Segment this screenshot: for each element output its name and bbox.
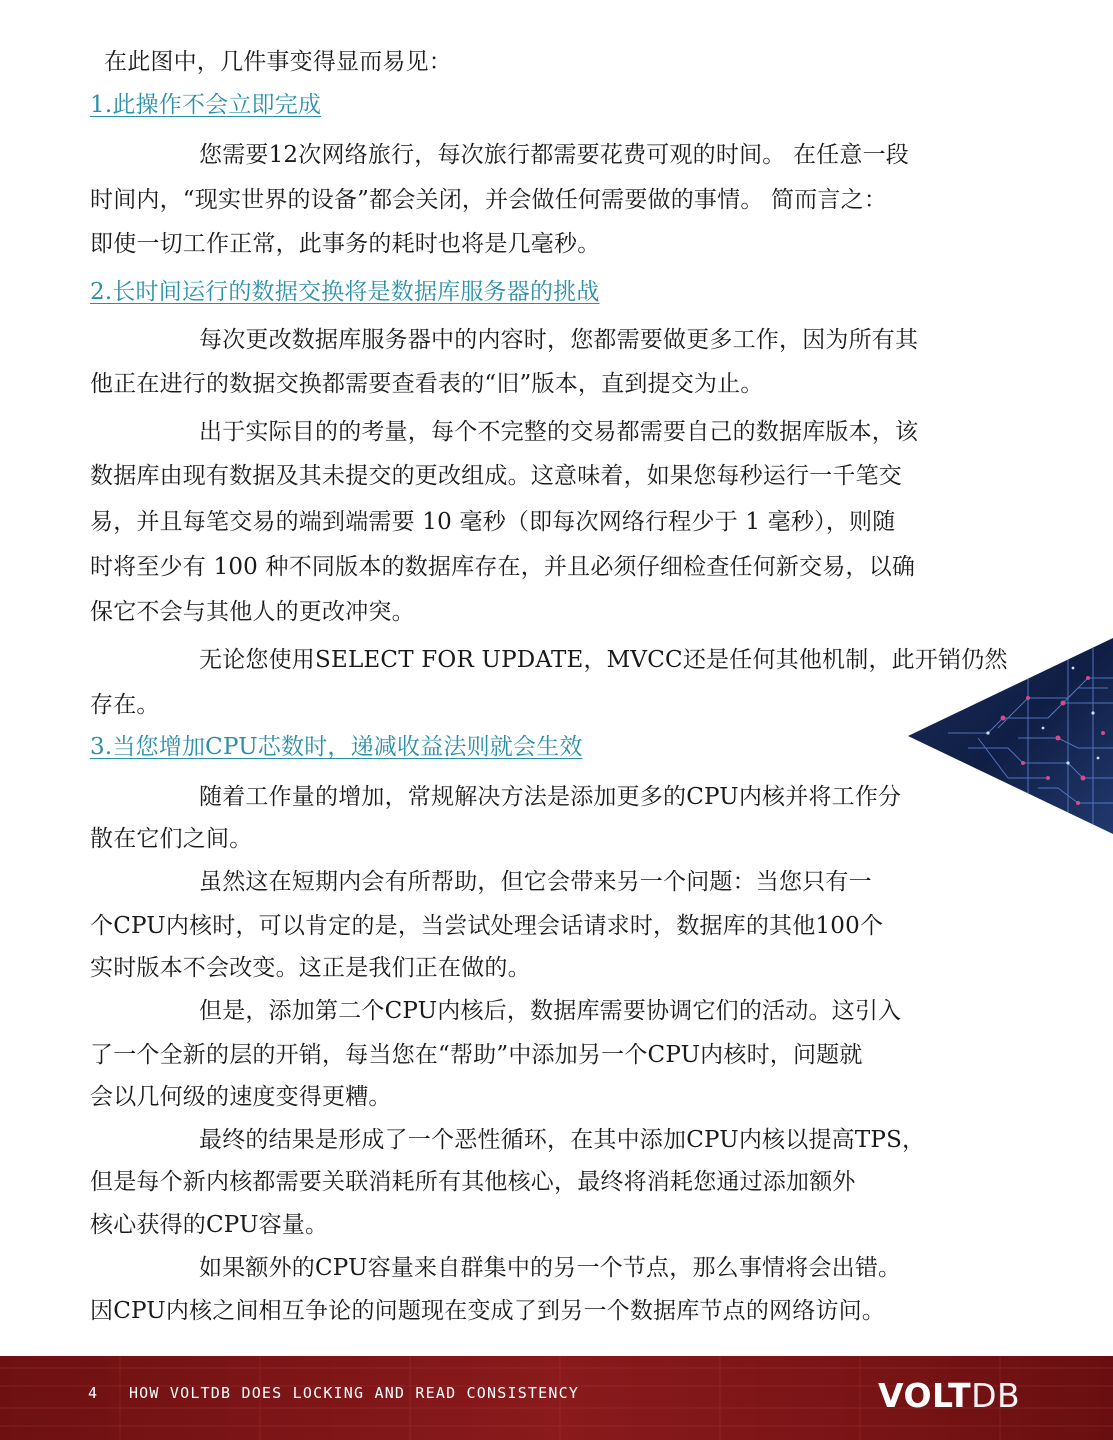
paragraph-line: 您需要12次网络旅行，每次旅行都需要花费可观的时间。 在任意一段	[199, 142, 909, 168]
logo-volt: VOLT	[878, 1376, 972, 1415]
paragraph-line: 随着工作量的增加，常规解决方法是添加更多的CPU内核并将工作分	[199, 784, 902, 810]
voltdb-logo	[878, 1376, 1020, 1416]
page-number: 4	[88, 1384, 99, 1402]
paragraph-line: 时将至少有 100 种不同版本的数据库存在，并且必须仔细检查任何新交易，以确	[90, 554, 916, 580]
paragraph-line: 最终的结果是形成了一个恶性循环，在其中添加CPU内核以提高TPS，	[199, 1127, 926, 1153]
paragraph-line: 数据库由现有数据及其未提交的更改组成。这意味着，如果您每秒运行一千笔交	[90, 463, 902, 489]
paragraph-line: 即使一切工作正常，此事务的耗时也将是几毫秒。	[90, 231, 601, 257]
paragraph-line: 易，并且每笔交易的端到端需要 10 毫秒（即每次网络行程少于 1 毫秒），则随	[90, 509, 896, 535]
document-title: HOW VOLTDB DOES LOCKING AND READ CONSISTENCY	[128, 1384, 580, 1402]
paragraph-line: 无论您使用SELECT FOR UPDATE，MVCC还是任何其他机制，此开销仍然	[199, 647, 1008, 673]
paragraph-line: 了一个全新的层的开销，每当您在“帮助”中添加另一个CPU内核时，问题就	[90, 1042, 863, 1068]
paragraph-line: 但是每个新内核都需要关联消耗所有其他核心，最终将消耗您通过添加额外	[90, 1169, 856, 1195]
section-1-heading: 1.此操作不会立即完成	[90, 92, 322, 118]
paragraph-line: 时间内，“现实世界的设备”都会关闭，并会做任何需要做的事情。 简而言之：	[90, 187, 888, 213]
paragraph-line: 会以几何级的速度变得更糟。	[90, 1084, 392, 1110]
paragraph-line: 因CPU内核之间相互争论的问题现在变成了到另一个数据库节点的网络访问。	[90, 1298, 886, 1324]
circuit-triangle-graphic	[908, 638, 1113, 834]
paragraph-line: 保它不会与其他人的更改冲突。	[90, 599, 415, 625]
paragraph-line: 实时版本不会改变。这正是我们正在做的。	[90, 955, 531, 981]
logo-db: DB	[971, 1376, 1021, 1415]
paragraph-line: 存在。	[90, 692, 160, 718]
paragraph-line: 他正在进行的数据交换都需要查看表的“旧”版本，直到提交为止。	[90, 371, 764, 397]
paragraph-line: 出于实际目的的考量，每个不完整的交易都需要自己的数据库版本，该	[199, 419, 919, 445]
footer-title	[88, 1383, 579, 1403]
section-2-heading: 2.长时间运行的数据交换将是数据库服务器的挑战	[90, 279, 600, 305]
paragraph-line: 如果额外的CPU容量来自群集中的另一个节点，那么事情将会出错。	[199, 1255, 902, 1281]
paragraph-line: 核心获得的CPU容量。	[90, 1212, 329, 1238]
paragraph-line: 每次更改数据库服务器中的内容时，您都需要做更多工作，因为所有其	[199, 327, 919, 353]
paragraph-line: 散在它们之间。	[90, 826, 253, 852]
footer-bar	[0, 1356, 1113, 1440]
intro-text: 在此图中，几件事变得显而易见：	[104, 49, 452, 75]
paragraph-line: 但是，添加第二个CPU内核后，数据库需要协调它们的活动。这引入	[199, 998, 902, 1024]
paragraph-line: 虽然这在短期内会有所帮助，但它会带来另一个问题：当您只有一	[199, 869, 872, 895]
section-3-heading: 3.当您增加CPU芯数时，递减收益法则就会生效	[90, 734, 583, 760]
paragraph-line: 个CPU内核时，可以肯定的是，当尝试处理会话请求时，数据库的其他100个	[90, 913, 884, 939]
